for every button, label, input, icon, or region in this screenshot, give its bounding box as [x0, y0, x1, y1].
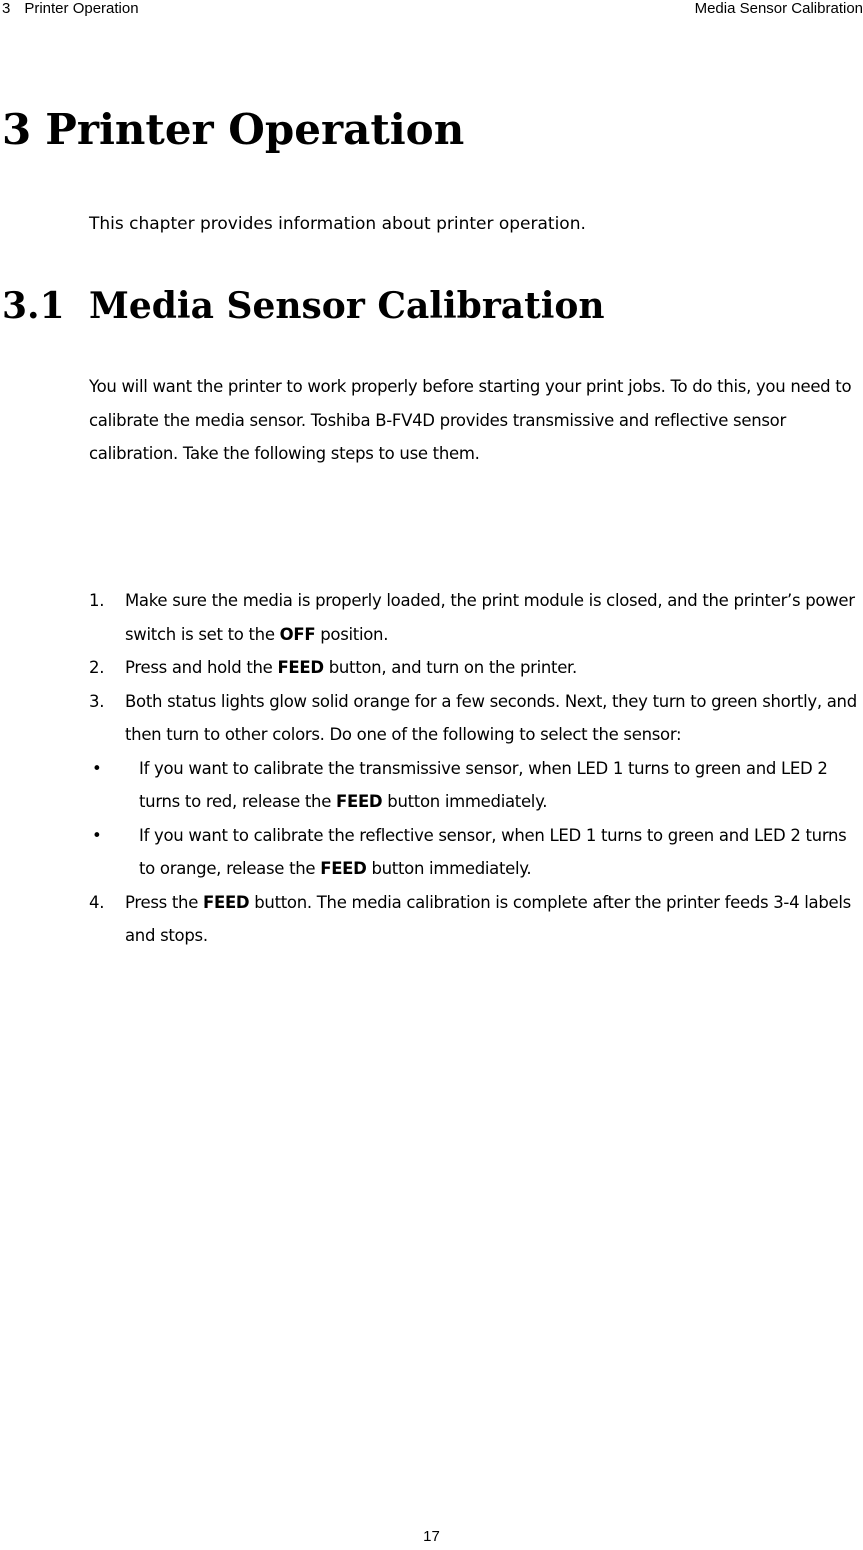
chapter-number: 3 — [2, 105, 32, 154]
sensor-option-item — [89, 752, 863, 819]
running-header-chapter — [2, 0, 139, 18]
step-text — [125, 591, 855, 644]
step-item — [89, 651, 863, 685]
step-bold-term: OFF — [279, 624, 316, 644]
step-text — [125, 893, 851, 946]
step-text — [125, 658, 577, 677]
step-text-part: Make sure the media is properly loaded, the print module is closed, and the printer’s power switch is set to the — [125, 591, 855, 644]
step-bold-term: FEED — [277, 658, 324, 677]
chapter-title — [2, 100, 464, 160]
step-text-part: button. The media calibration is complete after the printer feeds 3-4 labels and stops. — [125, 892, 851, 945]
chapter-intro: This chapter provides information about printer operation. — [89, 214, 586, 234]
section-title — [2, 280, 605, 332]
bullet-marker: • — [92, 825, 102, 845]
step-text-part: position. — [315, 624, 389, 644]
bullet-marker: • — [92, 758, 102, 778]
sensor-option-text-part: If you want to calibrate the reflective sensor, when LED 1 turns to green and LED 2 turns to orange, release the — [139, 825, 847, 878]
step-text-part: Press the — [125, 892, 203, 912]
step-text: Both status lights glow solid orange for a few seconds. Next, they turn to green shortly, and then turn to other colors. Do one of the following to select the sensor: — [125, 691, 857, 744]
chapter-title-text: Printer Operation — [45, 105, 465, 154]
running-header — [0, 0, 863, 24]
section-number: 3.1 — [2, 285, 65, 327]
step-marker: 3. — [89, 691, 105, 711]
sensor-option-text-part: If you want to calibrate the transmissive sensor, when LED 1 turns to green and LED 2 turns to red, release the — [139, 758, 828, 811]
step-marker: 4. — [89, 892, 105, 912]
calibration-steps — [89, 584, 863, 953]
step-text-part: button, and turn on the printer. — [323, 658, 577, 677]
running-header-chapter-number: 3 — [2, 0, 11, 17]
sensor-option-bold-term: FEED — [320, 859, 367, 878]
step-marker: 1. — [89, 591, 105, 610]
section-paragraph: You will want the printer to work properly before starting your print jobs. To do this, you need to calibrate the media sensor. Toshiba B-FV4D provides transmissive and reflective sensor calibration. Take the following steps to use them. — [89, 377, 852, 463]
step-bold-term: FEED — [203, 892, 250, 912]
running-header-section-name: Media Sensor Calibration — [694, 0, 863, 17]
page-number: 17 — [423, 1528, 440, 1545]
sensor-option-bold-term: FEED — [336, 792, 383, 811]
step-item — [89, 584, 863, 651]
sensor-option-text — [139, 826, 846, 879]
step-item — [89, 886, 863, 953]
sensor-option-text-part: button immediately. — [366, 859, 532, 878]
sensor-option-text — [139, 759, 828, 812]
section-title-text: Media Sensor Calibration — [89, 285, 605, 327]
step-text-part: Press and hold the — [125, 658, 278, 677]
running-header-chapter-name: Printer Operation — [24, 0, 139, 17]
sensor-option-text-part: button immediately. — [382, 792, 548, 811]
step-item — [89, 685, 863, 752]
sensor-option-item — [89, 819, 863, 886]
step-marker: 2. — [89, 658, 105, 677]
